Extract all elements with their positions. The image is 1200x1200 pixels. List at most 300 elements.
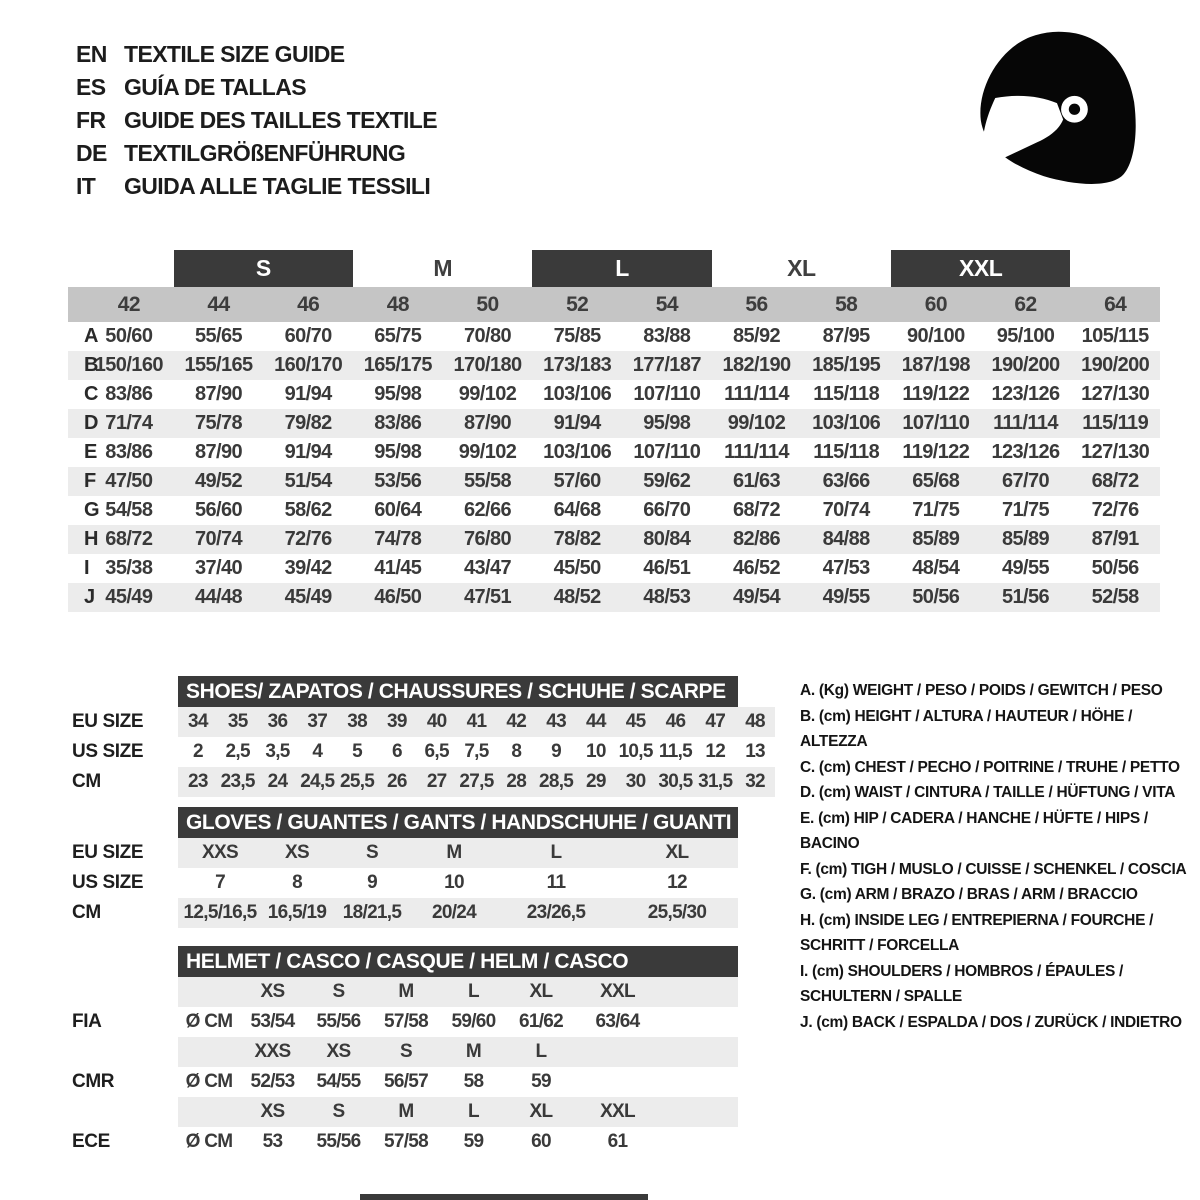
legend-item: [800, 678, 1200, 704]
legend-item: [800, 1010, 1200, 1036]
size-cell: 31,5: [695, 767, 735, 797]
size-cell: 45/50: [553, 557, 601, 579]
size-cell: 50/56: [1091, 557, 1139, 579]
row-spacer: [68, 322, 84, 351]
size-cell: 87/90: [463, 412, 512, 434]
size-cell: 2: [192, 741, 203, 762]
table-row: [68, 707, 780, 737]
size-cell: 107/110: [902, 412, 970, 434]
row-spacer: [68, 351, 84, 380]
legend-text: WEIGHT / PESO / POIDS / GEWITCH / PESO: [852, 682, 1163, 699]
legend-unit: (cm): [818, 758, 851, 776]
size-cell: 25,5/30: [616, 898, 738, 928]
size-cell: 95/98: [374, 441, 422, 463]
size-cell: 11,5: [658, 741, 693, 762]
size-cell: 111/114: [724, 383, 789, 405]
unit-spacer: [178, 1037, 240, 1067]
row-filler: [660, 1067, 738, 1097]
size-cell: 190/200: [991, 354, 1060, 376]
row-label: CM: [72, 771, 101, 792]
size-cell: 46/51: [643, 557, 691, 579]
standard-label: CMR: [72, 1071, 115, 1092]
size-column-number: 48: [386, 292, 409, 316]
size-cell: S: [332, 838, 412, 868]
size-label-cell: [575, 1037, 660, 1067]
size-cell: 190/200: [1081, 354, 1150, 376]
size-cell: 187/198: [901, 354, 970, 376]
size-cell: 24: [258, 767, 298, 797]
size-cell: 7,5: [464, 741, 489, 762]
gloves-size-table: [68, 838, 780, 928]
size-cell: 37: [297, 707, 337, 737]
size-cell: 28: [496, 767, 536, 797]
size-cell: 75/85: [553, 325, 601, 347]
size-cell: 55/65: [194, 325, 243, 347]
legend-unit: (cm): [818, 707, 851, 725]
size-cell: 70/80: [463, 325, 512, 347]
size-cell: 47: [695, 707, 735, 737]
row-label: CM: [72, 902, 101, 923]
table-row: [68, 322, 1160, 351]
row-filler: [660, 1127, 738, 1157]
size-cell: 173/183: [543, 354, 612, 376]
size-cell: 59: [531, 1071, 551, 1092]
size-cell: 9: [367, 872, 377, 893]
size-cell: 59/60: [451, 1011, 496, 1032]
size-cell: 49/55: [822, 586, 870, 608]
size-cell: 155/165: [184, 354, 253, 376]
size-group-label: M: [433, 255, 452, 281]
size-cell: 119/122: [902, 441, 970, 463]
size-cell: 70/74: [194, 528, 243, 550]
size-cell: 160/170: [274, 354, 343, 376]
size-column-number: 52: [566, 292, 589, 316]
size-cell: 64/68: [553, 499, 601, 521]
size-cell: 6,5: [424, 741, 449, 762]
size-cell: 83/88: [643, 325, 691, 347]
unit-spacer: [178, 977, 240, 1007]
table-row: [68, 767, 780, 797]
size-cell: 177/187: [632, 354, 701, 376]
size-cell: 103/106: [543, 441, 612, 463]
size-cell: 46: [656, 707, 696, 737]
size-cell: 74/78: [374, 528, 422, 550]
size-cell: 58: [463, 1071, 484, 1092]
size-cell: 70/74: [822, 499, 870, 521]
size-cell: 60/64: [374, 499, 422, 521]
legend-item: [800, 755, 1200, 781]
row-spacer: [68, 525, 84, 554]
legend-item: [800, 908, 1200, 959]
legend-unit: (cm): [812, 962, 844, 980]
row-letter-label: A: [84, 325, 99, 347]
size-cell: 34: [178, 707, 218, 737]
size-cell: 49/55: [1001, 557, 1050, 579]
size-column-number: 44: [207, 292, 230, 316]
size-label-cell: S: [305, 1097, 372, 1127]
size-cell: 43/47: [463, 557, 512, 579]
size-cell: 59: [463, 1131, 484, 1152]
size-cell: 46/50: [374, 586, 422, 608]
table-row: [68, 467, 1160, 496]
size-cell: 50/56: [912, 586, 960, 608]
size-cell: 29: [576, 767, 616, 797]
size-cell: 25,5: [337, 767, 377, 797]
standard-label: FIA: [72, 1011, 102, 1032]
row-letter-label: B: [84, 354, 99, 376]
size-column-number: 58: [835, 292, 858, 316]
size-cell: 119/122: [902, 383, 970, 405]
legend-unit: (Kg): [818, 682, 849, 699]
size-cell: 123/126: [991, 383, 1060, 405]
row-spacer: [68, 496, 84, 525]
table-row: [68, 438, 1160, 467]
size-cell: 30: [616, 767, 656, 797]
legend-text: CHEST / PECHO / POITRINE / TRUHE / PETTO: [854, 758, 1180, 776]
racing-helmet-graphic: [972, 28, 1144, 208]
size-cell: 26: [377, 767, 417, 797]
size-cell: 61/62: [518, 1011, 564, 1032]
size-label-cell: XXS: [240, 1037, 305, 1067]
table-row: [68, 496, 1160, 525]
helmet-size-band: [68, 1097, 780, 1127]
diameter-unit-label: Ø CM: [185, 1071, 233, 1092]
size-cell: 95/98: [374, 383, 422, 405]
size-cell: 39: [377, 707, 417, 737]
legend-unit: (cm): [818, 911, 851, 929]
size-cell: 23: [178, 767, 218, 797]
size-cell: 95/100: [996, 325, 1055, 347]
size-cell: 55/56: [316, 1131, 361, 1152]
size-cell: 27,5: [457, 767, 497, 797]
row-letter-label: J: [84, 586, 96, 608]
language-title-block: [76, 38, 437, 203]
size-cell: 6: [391, 741, 402, 762]
size-cell: 48: [735, 707, 775, 737]
legend-key: I.: [800, 962, 809, 980]
size-cell: 84/88: [822, 528, 870, 550]
row-letter-label: F: [84, 470, 97, 492]
size-cell: 18/21,5: [332, 898, 412, 928]
size-cell: 10,5: [618, 741, 653, 762]
size-cell: 78/82: [553, 528, 601, 550]
legend-unit: (cm): [816, 1013, 848, 1031]
size-cell: 47/51: [463, 586, 512, 608]
size-cell: 115/118: [813, 441, 880, 463]
legend-item: [800, 959, 1200, 1010]
measurement-legend: [800, 678, 1200, 1035]
size-cell: 47/53: [822, 557, 870, 579]
guide-title: GUÍA DE TALLAS: [124, 74, 306, 100]
size-cell: XS: [262, 838, 332, 868]
row-label: EU SIZE: [72, 842, 144, 863]
size-cell: 45/49: [284, 586, 332, 608]
guide-title: GUIDE DES TAILLES TEXTILE: [124, 107, 437, 133]
size-cell: 85/92: [732, 325, 781, 347]
size-cell: 150/160: [94, 354, 163, 376]
size-cell: 61: [607, 1131, 628, 1152]
legend-text: SHOULDERS / HOMBROS / ÉPAULES / SCHULTERN / SPALLE: [800, 962, 1124, 1005]
size-cell: 66/70: [643, 499, 691, 521]
size-cell: 51/54: [284, 470, 332, 492]
size-cell: 60: [531, 1131, 551, 1152]
size-cell: 65/75: [374, 325, 422, 347]
size-cell: 65/68: [912, 470, 960, 492]
size-cell: 45/49: [105, 586, 153, 608]
legend-key: G.: [800, 886, 816, 903]
size-cell: 51/56: [1001, 586, 1050, 608]
size-cell: 57/58: [383, 1011, 429, 1032]
size-column-number: 50: [476, 292, 499, 316]
row-spacer: [68, 380, 84, 409]
diameter-unit-label: Ø CM: [185, 1011, 233, 1032]
legend-key: J.: [800, 1013, 813, 1031]
size-label-cell: M: [372, 977, 440, 1007]
row-label-empty: [68, 1097, 178, 1127]
size-label-cell: XS: [305, 1037, 372, 1067]
size-group-row: [68, 250, 1160, 287]
legend-unit: (cm): [818, 784, 851, 801]
size-cell: M: [412, 838, 496, 868]
size-column-number: 42: [117, 292, 140, 316]
size-cell: 87/90: [194, 383, 243, 405]
size-group-label: L: [532, 250, 711, 287]
size-cell: 20/24: [412, 898, 496, 928]
legend-text: INSIDE LEG / ENTREPIERNA / FOURCHE / SCHRITT / FORCELLA: [800, 911, 1154, 954]
size-cell: 82/86: [732, 528, 781, 550]
size-cell: 91/94: [284, 383, 332, 405]
size-column-number: 46: [297, 292, 320, 316]
language-code: DE: [76, 140, 107, 166]
size-cell: 53: [262, 1131, 283, 1152]
legend-key: A.: [800, 682, 815, 699]
size-cell: 12: [705, 741, 726, 762]
size-cell: 91/94: [553, 412, 601, 434]
helmet-size-band: [68, 977, 780, 1007]
size-label-cell: M: [440, 1037, 507, 1067]
size-cell: 85/89: [912, 528, 960, 550]
legend-unit: (cm): [815, 860, 848, 878]
size-cell: 52/53: [250, 1071, 295, 1092]
size-cell: 87/91: [1091, 528, 1139, 550]
size-cell: 99/102: [458, 383, 517, 405]
size-label-cell: L: [507, 1037, 575, 1067]
table-row: [68, 351, 1160, 380]
unit-spacer: [178, 1097, 240, 1127]
helmet-size-band: [68, 1037, 780, 1067]
standard-label: ECE: [72, 1131, 110, 1152]
size-cell: 185/195: [812, 354, 881, 376]
size-cell: 28,5: [536, 767, 576, 797]
size-cell: 111/114: [724, 441, 789, 463]
row-letter-label: I: [84, 557, 90, 579]
row-filler: [660, 1007, 738, 1037]
size-cell: 44/48: [194, 586, 243, 608]
size-cell: 127/130: [1081, 383, 1150, 405]
size-cell: 87/95: [822, 325, 870, 347]
legend-key: H.: [800, 911, 815, 929]
size-cell: 90/100: [907, 325, 965, 347]
table-row: [68, 1127, 780, 1157]
size-cell: 71/75: [912, 499, 960, 521]
size-cell: 76/80: [463, 528, 512, 550]
size-cell: 99/102: [458, 441, 517, 463]
racing-helmet-icon: [972, 28, 1144, 208]
legend-item: [800, 857, 1200, 883]
size-cell: 103/106: [543, 383, 612, 405]
size-cell: 55/56: [316, 1011, 361, 1032]
legend-item: [800, 780, 1200, 806]
main-size-rows: [68, 322, 1160, 612]
band-spacer: [68, 287, 84, 322]
row-spacer: [68, 467, 84, 496]
title-line: [76, 71, 437, 104]
size-cell: 68/72: [1091, 470, 1139, 492]
size-label-cell: S: [372, 1037, 440, 1067]
size-cell: 107/110: [633, 441, 701, 463]
size-column-number: 60: [924, 292, 947, 316]
legend-text: TIGH / MUSLO / CUISSE / SCHENKEL / COSCIA: [851, 860, 1187, 878]
table-row: [68, 583, 1160, 612]
legend-key: F.: [800, 860, 812, 878]
size-cell: 72/76: [284, 528, 332, 550]
row-label: US SIZE: [72, 741, 144, 762]
row-label-empty: [68, 977, 178, 1007]
table-row: [68, 1007, 780, 1037]
size-cell: L: [496, 838, 616, 868]
size-cell: 37/40: [194, 557, 243, 579]
size-label-cell: XL: [507, 1097, 575, 1127]
legend-text: WAIST / CINTURA / TAILLE / HÜFTUNG / VITA: [854, 784, 1176, 801]
size-cell: 23/26,5: [496, 898, 616, 928]
guide-title: GUIDA ALLE TAGLIE TESSILI: [124, 173, 431, 199]
size-cell: [575, 1067, 660, 1097]
size-group-label: XL: [787, 255, 816, 281]
row-letter-label: G: [84, 499, 100, 521]
size-cell: 67/70: [1001, 470, 1050, 492]
row-spacer: [68, 554, 84, 583]
size-cell: 56/57: [383, 1071, 429, 1092]
size-cell: 115/119: [1082, 412, 1149, 434]
size-cell: 41: [457, 707, 497, 737]
row-letter-label: C: [84, 383, 99, 405]
size-label-cell: L: [440, 977, 507, 1007]
legend-key: E.: [800, 809, 815, 827]
gloves-table-header: GLOVES / GUANTES / GANTS / HANDSCHUHE / GUANTI: [178, 807, 738, 838]
size-cell: 56/60: [194, 499, 243, 521]
size-cell: 57/60: [553, 470, 601, 492]
size-cell: 50/60: [105, 325, 153, 347]
band-filler: [660, 1097, 738, 1127]
size-cell: XXS: [178, 838, 262, 868]
size-cell: 40: [417, 707, 457, 737]
size-cell: 42: [496, 707, 536, 737]
shoes-table-header: SHOES/ ZAPATOS / CHAUSSURES / SCHUHE / SCARPE: [178, 676, 738, 707]
band-filler: [660, 1037, 738, 1067]
size-cell: 9: [551, 741, 561, 762]
size-cell: 8: [292, 872, 302, 893]
size-cell: 24,5: [297, 767, 337, 797]
size-cell: 54/55: [316, 1071, 361, 1092]
size-cell: 61/63: [732, 470, 781, 492]
size-cell: XL: [616, 838, 738, 868]
size-cell: 60/70: [284, 325, 332, 347]
title-line: [76, 38, 437, 71]
legend-text: ARM / BRAZO / BRAS / ARM / BRACCIO: [854, 886, 1138, 903]
size-cell: 46/52: [732, 557, 781, 579]
size-cell: 115/118: [813, 383, 880, 405]
size-cell: 10: [444, 872, 464, 893]
legend-item: [800, 882, 1200, 908]
size-cell: 3,5: [265, 741, 290, 762]
title-line: [76, 170, 437, 203]
row-spacer: [68, 409, 84, 438]
size-label-cell: M: [372, 1097, 440, 1127]
table-row: [68, 380, 1160, 409]
row-label-empty: [68, 1037, 178, 1067]
size-label-cell: L: [440, 1097, 507, 1127]
size-cell: 105/115: [1081, 325, 1149, 347]
size-cell: 91/94: [284, 441, 332, 463]
size-label-cell: XL: [507, 977, 575, 1007]
table-row: [68, 737, 780, 767]
size-cell: 57/58: [383, 1131, 429, 1152]
language-code: FR: [76, 107, 106, 133]
size-cell: 99/102: [727, 412, 786, 434]
main-size-table: [68, 250, 1160, 612]
helmet-size-table: [68, 977, 780, 1157]
size-cell: 165/175: [363, 354, 432, 376]
size-group-label: S: [174, 250, 353, 287]
size-cell: 83/86: [105, 383, 153, 405]
legend-key: B.: [800, 707, 815, 725]
size-cell: 95/98: [643, 412, 691, 434]
table-row: [68, 525, 1160, 554]
size-group-label: XXL: [891, 250, 1070, 287]
size-cell: 53/56: [374, 470, 422, 492]
size-label-cell: XXL: [575, 1097, 660, 1127]
legend-text: BACK / ESPALDA / DOS / ZURÜCK / INDIETRO: [851, 1013, 1182, 1031]
size-cell: 63/66: [822, 470, 870, 492]
language-code: ES: [76, 74, 106, 100]
size-cell: 32: [735, 767, 775, 797]
bottom-cutoff-bar: [360, 1194, 648, 1200]
table-row: [68, 868, 780, 898]
size-cell: 8: [511, 741, 522, 762]
size-cell: 68/72: [732, 499, 781, 521]
size-cell: 170/180: [453, 354, 522, 376]
size-cell: 39/42: [284, 557, 332, 579]
size-cell: 79/82: [284, 412, 332, 434]
size-cell: 7: [215, 872, 225, 893]
size-cell: 4: [312, 741, 323, 762]
size-cell: 38: [337, 707, 377, 737]
size-cell: 48/54: [912, 557, 960, 579]
size-cell: 87/90: [194, 441, 243, 463]
size-label-cell: S: [305, 977, 372, 1007]
size-cell: 103/106: [812, 412, 881, 434]
size-cell: 43: [536, 707, 576, 737]
size-cell: 13: [745, 741, 765, 762]
size-cell: 85/89: [1001, 528, 1050, 550]
size-column-number: 62: [1014, 292, 1037, 316]
band-filler: [660, 977, 738, 1007]
size-cell: 5: [352, 741, 363, 762]
size-column-number: 56: [745, 292, 768, 316]
size-cell: 58/62: [284, 499, 332, 521]
size-cell: 52/58: [1091, 586, 1139, 608]
size-cell: 49/52: [194, 470, 243, 492]
